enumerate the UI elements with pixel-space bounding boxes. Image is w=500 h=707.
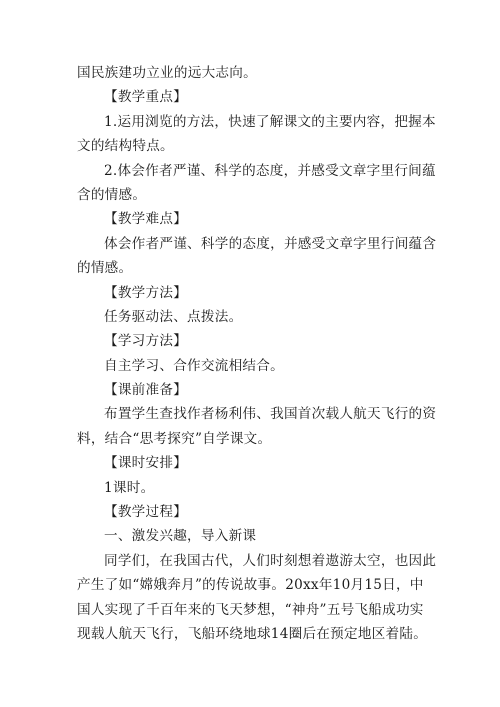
text-line: 国人实现了千百年来的飞天梦想，“神舟”五号飞船成功实 bbox=[77, 601, 424, 618]
text-line: 产生了如“嫦娥奔月”的传说故事。20xx年10月15日，中 bbox=[77, 577, 424, 594]
text-line: 布置学生查找作者杨利伟、我国首次载人航天飞行的资 bbox=[104, 406, 437, 423]
document-body bbox=[77, 61, 437, 646]
section-heading-teaching-process: 【教学过程】 bbox=[104, 504, 188, 521]
text-line: 体会作者严谨、科学的态度，并感受文章字里行间蕴含 bbox=[104, 235, 437, 252]
text-line: 1课时。 bbox=[104, 479, 155, 496]
text-line: 同学们，在我国古代，人们时刻想着遨游太空，也因此 bbox=[104, 552, 437, 569]
text-line: 含的情感。 bbox=[77, 186, 147, 203]
text-line: 的情感。 bbox=[77, 260, 133, 277]
section-heading-teaching-method: 【教学方法】 bbox=[104, 284, 188, 301]
text-line: 国民族建功立业的远大志向。 bbox=[77, 65, 257, 81]
text-line: 1.运用浏览的方法，快速了解课文的主要内容，把握本 bbox=[104, 113, 436, 130]
section-heading-preparation: 【课前准备】 bbox=[104, 382, 188, 399]
text-line: 文的结构特点。 bbox=[77, 138, 174, 155]
text-line: 自主学习、合作交流相结合。 bbox=[104, 357, 284, 374]
section-heading-learning-method: 【学习方法】 bbox=[104, 333, 188, 350]
subsection-heading: 一、激发兴趣，导入新课 bbox=[104, 528, 257, 545]
text-line: 现载人航天飞行，飞船环绕地球14圈后在预定地区着陆。 bbox=[77, 625, 428, 642]
section-heading-teaching-focus: 【教学重点】 bbox=[104, 89, 188, 106]
section-heading-schedule: 【课时安排】 bbox=[104, 455, 188, 472]
text-line: 料，结合“思考探究”自学课文。 bbox=[77, 430, 272, 447]
text-line: 2.体会作者严谨、科学的态度，并感受文章字里行间蕴 bbox=[104, 162, 436, 179]
text-line: 任务驱动法、点拨法。 bbox=[104, 308, 243, 325]
section-heading-teaching-difficulty: 【教学难点】 bbox=[104, 211, 188, 228]
